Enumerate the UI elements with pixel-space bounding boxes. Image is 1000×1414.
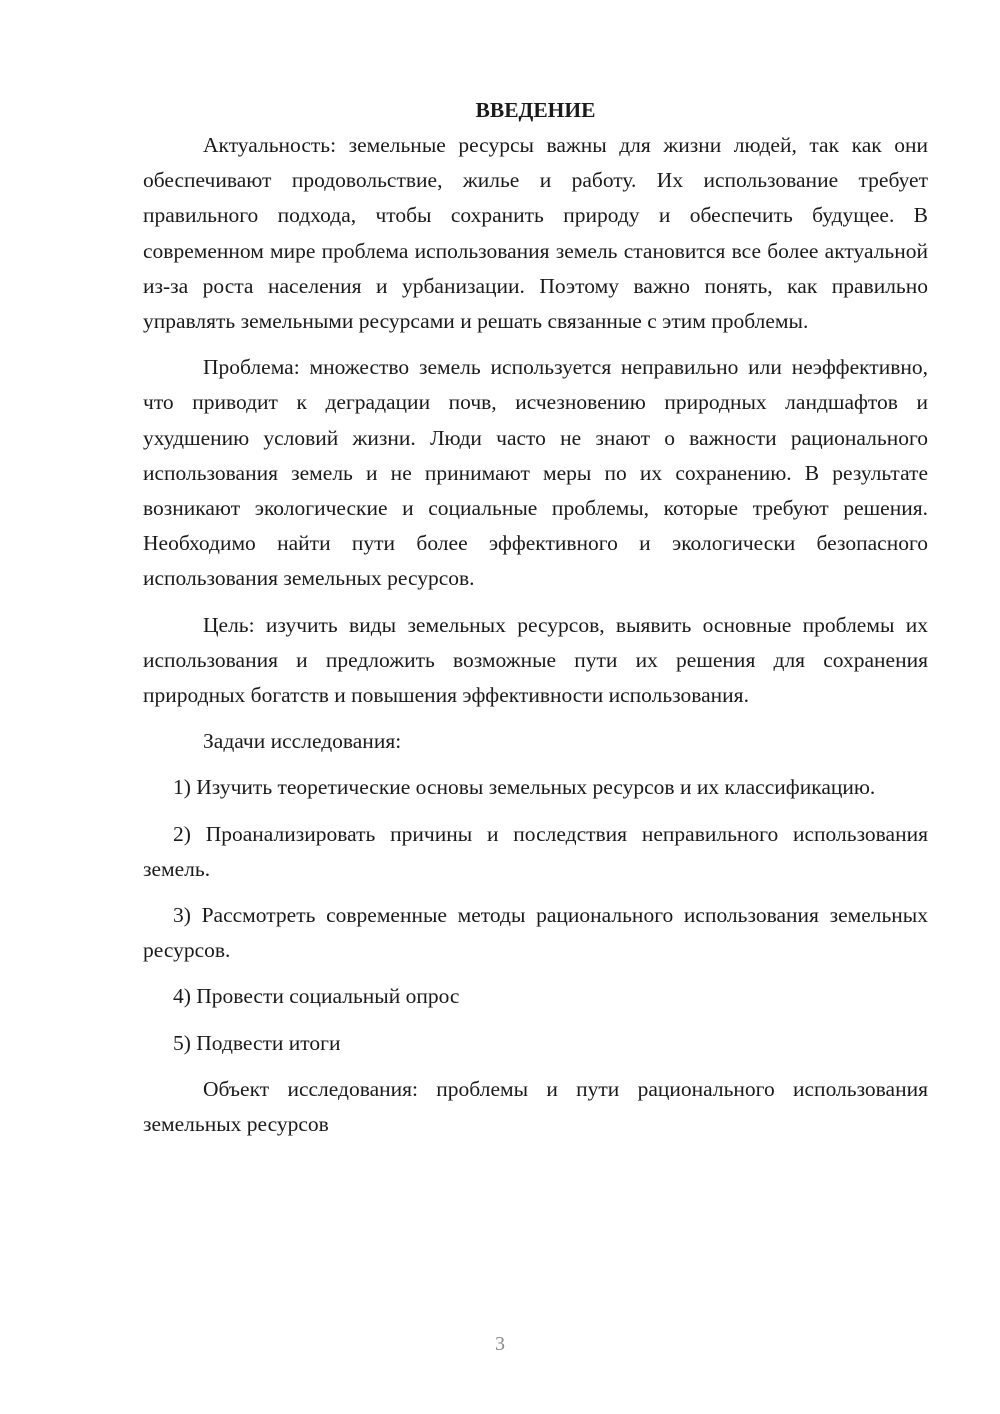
page-content [143,93,928,1142]
task-item: 1) Изучить теоретические основы земельных ресурсов и их классификацию. [173,775,876,800]
page-number: 3 [495,1333,505,1355]
page-title: ВВЕДЕНИЕ [475,98,596,122]
paragraph-relevance: Актуальность: земельные ресурсы важны для жизни людей, так как они обеспечивают продовольствие, жилье и работу. Их использование требует правильного подхода, чтобы сохранить природу и обеспечить будущее. В современном мире проблема использования земель становится все более актуальной из-за роста населения и урбанизации. Поэтому важно понять, как правильно управлять земельными ресурсами и решать связанные с этим проблемы. [143,133,928,334]
task-item: 5) Подвести итоги [173,1030,341,1055]
tasks-heading: Задачи исследования: [203,729,402,754]
paragraph-problem: Проблема: множество земель используется неправильно или неэффективно, что приводит к деградации почв, исчезновению природных ландшафтов и ухудшению условий жизни. Люди часто не знают о важности рационального использования земель и не принимают меры по их сохранению. В результате возникают экологические и социальные проблемы, которые требуют решения. Необходимо найти пути более эффективного и экологически безопасного использования земельных ресурсов. [143,355,928,591]
task-item: 4) Провести социальный опрос [173,984,460,1009]
paragraph-goal: Цель: изучить виды земельных ресурсов, выявить основные проблемы их использования и предложить возможные пути их решения для сохранения природных богатств и повышения эффективности использования. [143,612,928,708]
task-item: 3) Рассмотреть современные методы рационального использования земельных ресурсов. [143,903,928,963]
paragraph-object: Объект исследования: проблемы и пути рационального использования земельных ресурсов [143,1076,928,1137]
task-item: 2) Проанализировать причины и последствия неправильного использования земель. [143,821,928,881]
